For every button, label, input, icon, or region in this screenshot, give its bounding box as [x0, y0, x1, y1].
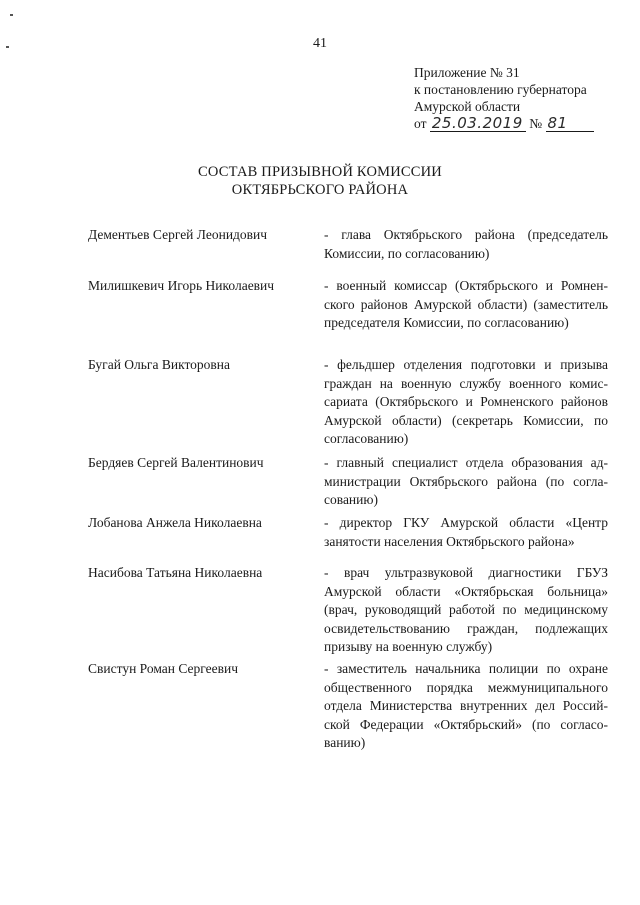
member-role: - фельдшер отделения подготовки и призыва граждан на военную службу военного комиссариата (Октябрьского и Ромненского районов Амурской области) (секретарь Комиссии, по согласованию) [324, 357, 608, 446]
scan-artifact [10, 14, 13, 16]
handwritten-date: 25.03.2019 [430, 116, 526, 132]
title-line-1: СОСТАВ ПРИЗЫВНОЙ КОМИССИИ [198, 164, 442, 180]
member-row [88, 356, 608, 449]
member-name: Свистун Роман Сергеевич [88, 661, 239, 676]
handwritten-number: 81 [546, 116, 594, 132]
appendix-line-1: Приложение № 31 [414, 65, 520, 80]
member-role: - главный специалист отдела образования администрации Октябрьского района (по согласованию) [324, 455, 608, 507]
member-row [88, 226, 608, 263]
document-title [0, 163, 640, 199]
appendix-line-2: к постановлению губернатора [414, 82, 587, 97]
title-line-2: ОКТЯБРЬСКОГО РАЙОНА [231, 182, 409, 198]
member-name: Лобанова Анжела Николаевна [88, 515, 262, 530]
appendix-date-row [414, 115, 624, 132]
appendix-header [414, 64, 624, 132]
member-row [88, 277, 608, 333]
member-name: Бугай Ольга Викторовна [88, 357, 231, 372]
date-prefix: от [414, 116, 427, 131]
member-role: - директор ГКУ Амурской области «Центр занятости населения Октябрьского района» [324, 515, 608, 549]
member-row [88, 514, 608, 551]
member-role: - военный комиссар (Октябрьского и Ромненского районов Амурской области) (заместитель председателя Комиссии, по согласованию) [324, 278, 608, 330]
member-row [88, 564, 608, 657]
member-role: - глава Октябрьского района (председатель Комиссии, по согласованию) [324, 227, 608, 261]
member-role: - врач ультразвуковой диагностики ГБУЗ Амурской области «Октябрьская больница» (врач, руководящий работой по медицинскому освидетельствованию граждан, подлежащих призыву на военную службу) [324, 565, 608, 654]
member-row [88, 454, 608, 510]
member-role: - заместитель начальника полиции по охране общественного порядка межмуниципального отдела Министерства внутренних дел Российской Федерации «Октябрьский» (по согласованию) [324, 661, 608, 750]
member-name: Бердяев Сергей Валентинович [88, 455, 264, 470]
member-name: Милишкевич Игорь Николаевич [88, 278, 275, 293]
member-row [88, 660, 608, 753]
member-name: Дементьев Сергей Леонидович [88, 227, 268, 242]
member-name: Насибова Татьяна Николаевна [88, 565, 263, 580]
page-number: 41 [313, 36, 327, 51]
number-prefix: № [529, 116, 543, 131]
appendix-line-3: Амурской области [414, 99, 521, 114]
